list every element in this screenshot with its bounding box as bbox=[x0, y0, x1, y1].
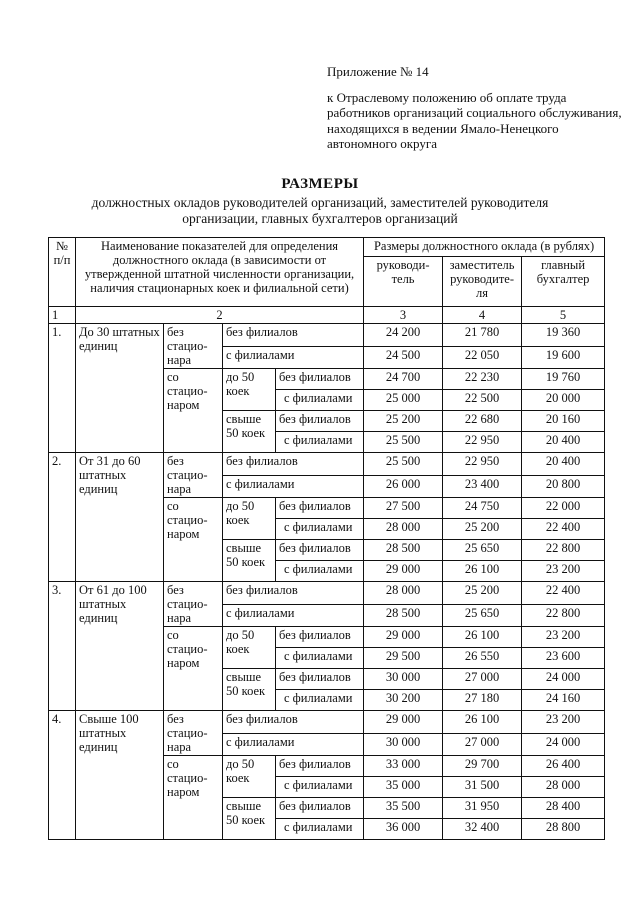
with-branch-label: с филиалами bbox=[276, 690, 364, 711]
no-branch-label: без филиалов bbox=[223, 324, 364, 347]
value-cell: 22 230 bbox=[443, 369, 522, 390]
value-cell: 30 200 bbox=[364, 690, 443, 711]
upto50-label: до 50 коек bbox=[223, 756, 276, 798]
value-cell: 23 400 bbox=[443, 475, 522, 498]
colnum-1: 1 bbox=[49, 307, 76, 324]
table-row bbox=[49, 324, 605, 347]
no-branch-label: без филиалов bbox=[276, 498, 364, 519]
with-branch-label: с филиалами bbox=[276, 432, 364, 453]
with-branch-label: с филиалами bbox=[223, 475, 364, 498]
value-cell: 19 360 bbox=[522, 324, 605, 347]
document-title bbox=[0, 176, 640, 227]
value-cell: 22 680 bbox=[443, 411, 522, 432]
value-cell: 28 400 bbox=[522, 798, 605, 819]
with-branch-label: с филиалами bbox=[223, 604, 364, 627]
upto50-label: до 50 коек bbox=[223, 627, 276, 669]
no-stat-label: без стацио-нара bbox=[164, 582, 223, 627]
value-cell: 25 650 bbox=[443, 540, 522, 561]
value-cell: 19 600 bbox=[522, 346, 605, 369]
value-cell: 35 500 bbox=[364, 798, 443, 819]
title-heading: РАЗМЕРЫ bbox=[281, 176, 359, 192]
value-cell: 22 950 bbox=[443, 453, 522, 476]
table-row bbox=[49, 582, 605, 605]
with-branch-label: с филиалами bbox=[276, 561, 364, 582]
group-num: 2. bbox=[49, 453, 76, 582]
no-stat-label: без стацио-нара bbox=[164, 453, 223, 498]
with-stat-label: со стацио-наром bbox=[164, 627, 223, 711]
value-cell: 28 000 bbox=[364, 519, 443, 540]
value-cell: 24 700 bbox=[364, 369, 443, 390]
no-branch-label: без филиалов bbox=[276, 627, 364, 648]
with-stat-label: со стацио-наром bbox=[164, 498, 223, 582]
with-branch-label: с филиалами bbox=[276, 819, 364, 840]
with-branch-label: с филиалами bbox=[276, 777, 364, 798]
header-sizes: Размеры должностного оклада (в рублях) bbox=[364, 238, 605, 257]
group-num: 1. bbox=[49, 324, 76, 453]
value-cell: 23 200 bbox=[522, 561, 605, 582]
no-branch-label: без филиалов bbox=[223, 582, 364, 605]
no-branch-label: без филиалов bbox=[276, 369, 364, 390]
table-row bbox=[49, 453, 605, 476]
with-branch-label: с филиалами bbox=[223, 733, 364, 756]
no-stat-label: без стацио-нара bbox=[164, 324, 223, 369]
group-num: 3. bbox=[49, 582, 76, 711]
header-head: руководи-тель bbox=[364, 256, 443, 306]
value-cell: 19 760 bbox=[522, 369, 605, 390]
with-stat-label: со стацио-наром bbox=[164, 369, 223, 453]
value-cell: 29 000 bbox=[364, 561, 443, 582]
value-cell: 23 200 bbox=[522, 711, 605, 734]
appendix-block bbox=[327, 64, 627, 152]
value-cell: 29 000 bbox=[364, 627, 443, 648]
group-name: От 31 до 60 штатных единиц bbox=[76, 453, 164, 582]
no-branch-label: без филиалов bbox=[276, 756, 364, 777]
value-cell: 25 200 bbox=[364, 411, 443, 432]
colnum-2: 2 bbox=[76, 307, 364, 324]
value-cell: 30 000 bbox=[364, 733, 443, 756]
value-cell: 26 100 bbox=[443, 627, 522, 648]
value-cell: 29 700 bbox=[443, 756, 522, 777]
value-cell: 24 000 bbox=[522, 733, 605, 756]
colnum-5: 5 bbox=[522, 307, 605, 324]
value-cell: 22 050 bbox=[443, 346, 522, 369]
value-cell: 25 500 bbox=[364, 432, 443, 453]
group-name: Свыше 100 штатных единиц bbox=[76, 711, 164, 840]
with-stat-label: со стацио-наром bbox=[164, 756, 223, 840]
header-deputy: заместитель руководите-ля bbox=[443, 256, 522, 306]
value-cell: 25 500 bbox=[364, 453, 443, 476]
appendix-text: к Отраслевому положению об оплате труда работников организаций социального обслуживания, находящихся в ведении Ямало-Ненецкого автономного округа bbox=[327, 89, 622, 151]
value-cell: 31 500 bbox=[443, 777, 522, 798]
no-branch-label: без филиалов bbox=[276, 540, 364, 561]
value-cell: 26 550 bbox=[443, 648, 522, 669]
value-cell: 33 000 bbox=[364, 756, 443, 777]
no-branch-label: без филиалов bbox=[223, 711, 364, 734]
group-name: От 61 до 100 штатных единиц bbox=[76, 582, 164, 711]
with-branch-label: с филиалами bbox=[276, 648, 364, 669]
value-cell: 28 000 bbox=[364, 582, 443, 605]
value-cell: 20 800 bbox=[522, 475, 605, 498]
over50-label: свыше 50 коек bbox=[223, 540, 276, 582]
value-cell: 20 000 bbox=[522, 390, 605, 411]
value-cell: 21 780 bbox=[443, 324, 522, 347]
over50-label: свыше 50 коек bbox=[223, 411, 276, 453]
value-cell: 25 650 bbox=[443, 604, 522, 627]
value-cell: 29 500 bbox=[364, 648, 443, 669]
over50-label: свыше 50 коек bbox=[223, 669, 276, 711]
with-branch-label: с филиалами bbox=[276, 390, 364, 411]
with-branch-label: с филиалами bbox=[276, 519, 364, 540]
value-cell: 23 600 bbox=[522, 648, 605, 669]
value-cell: 22 500 bbox=[443, 390, 522, 411]
value-cell: 28 500 bbox=[364, 604, 443, 627]
value-cell: 22 400 bbox=[522, 582, 605, 605]
upto50-label: до 50 коек bbox=[223, 498, 276, 540]
salary-table bbox=[48, 237, 605, 840]
value-cell: 20 160 bbox=[522, 411, 605, 432]
value-cell: 24 000 bbox=[522, 669, 605, 690]
title-subtitle: должностных окладов руководителей организаций, заместителей руководителя организации, главных бухгалтеров организаций bbox=[91, 195, 549, 226]
value-cell: 24 500 bbox=[364, 346, 443, 369]
group-num: 4. bbox=[49, 711, 76, 840]
value-cell: 20 400 bbox=[522, 453, 605, 476]
value-cell: 29 000 bbox=[364, 711, 443, 734]
value-cell: 28 800 bbox=[522, 819, 605, 840]
value-cell: 22 800 bbox=[522, 540, 605, 561]
table-row bbox=[49, 711, 605, 734]
value-cell: 25 200 bbox=[443, 519, 522, 540]
no-branch-label: без филиалов bbox=[276, 411, 364, 432]
value-cell: 26 100 bbox=[443, 561, 522, 582]
value-cell: 27 000 bbox=[443, 733, 522, 756]
header-name: Наименование показателей для определения должностного оклада (в зависимости от утвержденной штатной численности организации, наличия стационарных коек и филиальной сети) bbox=[76, 238, 364, 307]
header-num: № п/п bbox=[49, 238, 76, 307]
appendix-number: Приложение № 14 bbox=[327, 64, 429, 79]
value-cell: 35 000 bbox=[364, 777, 443, 798]
value-cell: 22 400 bbox=[522, 519, 605, 540]
value-cell: 31 950 bbox=[443, 798, 522, 819]
value-cell: 27 180 bbox=[443, 690, 522, 711]
group-name: До 30 штатных единиц bbox=[76, 324, 164, 453]
value-cell: 27 500 bbox=[364, 498, 443, 519]
colnum-3: 3 bbox=[364, 307, 443, 324]
value-cell: 27 000 bbox=[443, 669, 522, 690]
value-cell: 22 800 bbox=[522, 604, 605, 627]
colnum-4: 4 bbox=[443, 307, 522, 324]
no-branch-label: без филиалов bbox=[223, 453, 364, 476]
value-cell: 24 200 bbox=[364, 324, 443, 347]
value-cell: 24 160 bbox=[522, 690, 605, 711]
with-branch-label: с филиалами bbox=[223, 346, 364, 369]
value-cell: 24 750 bbox=[443, 498, 522, 519]
value-cell: 20 400 bbox=[522, 432, 605, 453]
value-cell: 22 950 bbox=[443, 432, 522, 453]
value-cell: 32 400 bbox=[443, 819, 522, 840]
over50-label: свыше 50 коек bbox=[223, 798, 276, 840]
value-cell: 26 400 bbox=[522, 756, 605, 777]
value-cell: 25 200 bbox=[443, 582, 522, 605]
no-branch-label: без филиалов bbox=[276, 798, 364, 819]
value-cell: 28 000 bbox=[522, 777, 605, 798]
value-cell: 23 200 bbox=[522, 627, 605, 648]
value-cell: 30 000 bbox=[364, 669, 443, 690]
value-cell: 36 000 bbox=[364, 819, 443, 840]
value-cell: 25 000 bbox=[364, 390, 443, 411]
value-cell: 26 100 bbox=[443, 711, 522, 734]
upto50-label: до 50 коек bbox=[223, 369, 276, 411]
no-stat-label: без стацио-нара bbox=[164, 711, 223, 756]
value-cell: 26 000 bbox=[364, 475, 443, 498]
no-branch-label: без филиалов bbox=[276, 669, 364, 690]
value-cell: 22 000 bbox=[522, 498, 605, 519]
value-cell: 28 500 bbox=[364, 540, 443, 561]
header-accountant: главный бухгалтер bbox=[522, 256, 605, 306]
